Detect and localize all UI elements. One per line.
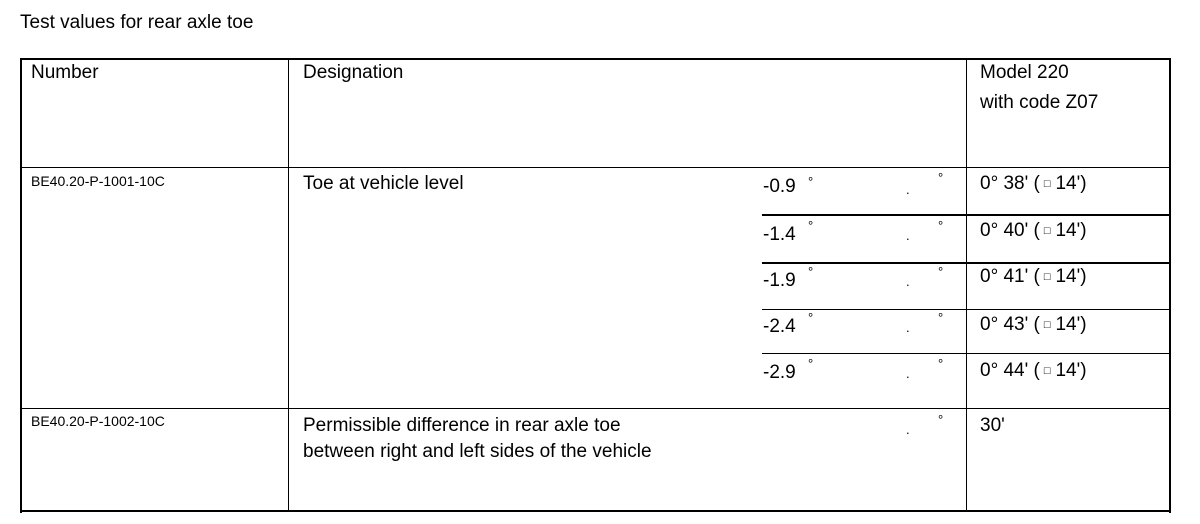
- row2-number: BE40.20-P-1002-10C: [31, 413, 165, 429]
- dot-mark: .: [906, 320, 910, 335]
- vehicle-level-value: -1.4: [763, 224, 796, 245]
- tolerance-symbol-icon: □: [1043, 318, 1051, 331]
- toe-nominal: 0° 38' (: [980, 173, 1040, 194]
- sublevel-separator: [762, 262, 1170, 264]
- degree-symbol: °: [938, 310, 944, 325]
- degree-symbol: °: [938, 218, 944, 233]
- header-model-line1: Model 220: [980, 62, 1069, 83]
- sublevel-separator: [762, 214, 1170, 216]
- page-title: Test values for rear axle toe: [20, 12, 254, 33]
- table-border-top: [20, 58, 1171, 60]
- header-model-line2: with code Z07: [980, 92, 1099, 113]
- toe-nominal: 0° 40' (: [980, 220, 1040, 241]
- degree-symbol: °: [938, 170, 944, 185]
- row-separator-header: [20, 167, 1171, 168]
- toe-value: [980, 173, 1087, 195]
- dot-mark: .: [906, 366, 910, 381]
- toe-tolerance: 14'): [1055, 220, 1087, 241]
- degree-symbol: °: [808, 356, 814, 371]
- toe-value: [980, 314, 1087, 336]
- toe-tolerance: 14'): [1055, 173, 1087, 194]
- vehicle-level-value: -0.9: [763, 176, 796, 197]
- header-designation: Designation: [303, 62, 404, 83]
- col-separator-1: [288, 58, 289, 512]
- tolerance-symbol-icon: □: [1043, 364, 1051, 377]
- degree-symbol: °: [808, 218, 814, 233]
- degree-symbol: °: [938, 264, 944, 279]
- toe-tolerance: 14'): [1055, 314, 1087, 335]
- dot-mark: .: [906, 228, 910, 243]
- tolerance-symbol-icon: □: [1043, 224, 1051, 237]
- col-separator-2: [966, 58, 967, 512]
- toe-tolerance: 14'): [1055, 266, 1087, 287]
- degree-symbol: °: [808, 310, 814, 325]
- toe-tolerance: 14'): [1055, 360, 1087, 381]
- toe-value: [980, 266, 1087, 288]
- row2-value: 30': [980, 415, 1005, 436]
- degree-symbol: °: [808, 174, 814, 189]
- row2-designation-line2: between right and left sides of the vehicle: [303, 441, 652, 462]
- tolerance-symbol-icon: □: [1043, 177, 1051, 190]
- vehicle-level-value: -2.9: [763, 362, 796, 383]
- table-border-left: [20, 58, 22, 513]
- vehicle-level-value: -2.4: [763, 316, 796, 337]
- degree-symbol: °: [938, 356, 944, 371]
- table-border-right: [1169, 58, 1171, 513]
- row2-designation-line1: Permissible difference in rear axle toe: [303, 415, 621, 436]
- toe-nominal: 0° 43' (: [980, 314, 1040, 335]
- tolerance-symbol-icon: □: [1043, 270, 1051, 283]
- toe-nominal: 0° 41' (: [980, 266, 1040, 287]
- degree-symbol: °: [938, 412, 944, 427]
- row-separator-row1: [20, 408, 1171, 409]
- dot-mark: .: [906, 274, 910, 289]
- dot-mark: .: [906, 422, 910, 437]
- table-border-bottom: [20, 510, 1171, 512]
- toe-value: [980, 360, 1087, 382]
- header-number: Number: [31, 62, 99, 83]
- dot-mark: .: [906, 182, 910, 197]
- degree-symbol: °: [808, 264, 814, 279]
- row1-designation: Toe at vehicle level: [303, 173, 464, 194]
- sublevel-separator: [762, 309, 1170, 310]
- vehicle-level-value: -1.9: [763, 270, 796, 291]
- toe-value: [980, 220, 1087, 242]
- sublevel-separator: [762, 353, 1170, 354]
- toe-nominal: 0° 44' (: [980, 360, 1040, 381]
- row1-number: BE40.20-P-1001-10C: [31, 173, 165, 189]
